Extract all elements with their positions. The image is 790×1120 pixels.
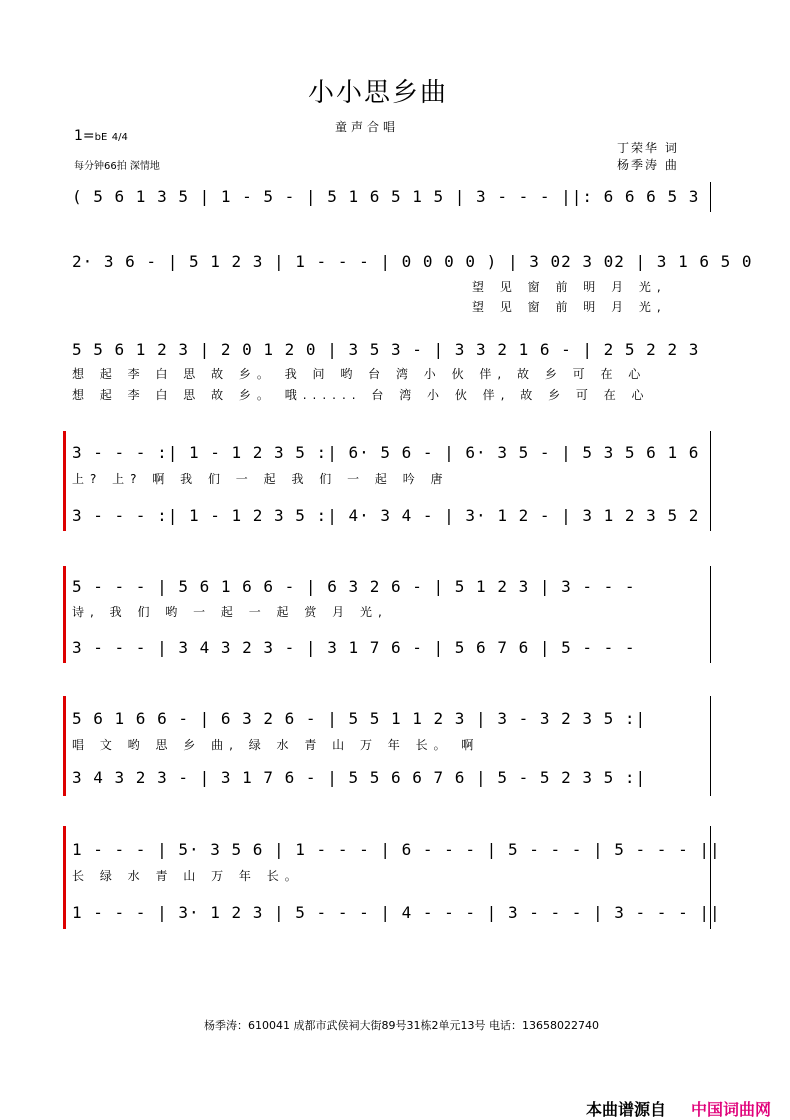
contact-footer: 杨季涛：610041 成都市武侯祠大街89号31栋2单元13号 电话：13658022740 [204,1019,599,1032]
score-line-5: 3 - - - :| 1 - 1 2 3 5 :| 4· 3 4 - | 3· 1 2 - | 3 1 2 3 5 2 [72,506,700,525]
song-title: 小小思乡曲 [308,78,449,108]
key-signature: 1=bE 4/4 [74,128,128,144]
score-line-6: 5 - - - | 5 6 1 6 6 - | 6 3 2 6 - | 5 1 2 3 | 3 - - - [72,577,636,596]
score-line-9: 3 4 3 2 3 - | 3 1 7 6 - | 5 5 6 6 7 6 | 5 - 5 2 3 5 :| [72,768,647,787]
source-label: 本曲谱源自 [586,1100,667,1119]
song-subtitle: 童声合唱 [335,120,400,134]
system-brace [63,826,66,929]
tempo-marking: 每分钟66拍 深情地 [74,161,160,172]
system-brace [63,566,66,663]
lyrics-line: 诗, 我 们 哟 一 起 一 起 赏 月 光, [72,605,388,619]
lyrics-line: 望 见 窗 前 明 月 光, [472,300,667,314]
lyrics-line: 上? 上? 啊 我 们 一 起 我 们 一 起 吟 唐 [72,472,449,486]
source-site-link[interactable]: 中国词曲网 [691,1100,772,1119]
lyrics-line: 望 见 窗 前 明 月 光, [472,280,667,294]
system-brace [63,696,66,796]
lyrics-line: 长 绿 水 青 山 万 年 长。 [72,869,303,883]
system-brace [63,431,66,531]
score-line-11: 1 - - - | 3· 1 2 3 | 5 - - - | 4 - - - | 3 - - - | 3 - - - || [72,903,721,922]
score-line-3: 5 5 6 1 2 3 | 2 0 1 2 0 | 3 5 3 - | 3 3 2 1 6 - | 2 5 2 2 3 [72,340,700,359]
score-line-4: 3 - - - :| 1 - 1 2 3 5 :| 6· 5 6 - | 6· 3 5 - | 5 3 5 6 1 6 [72,443,700,462]
score-line-8: 5 6 1 6 6 - | 6 3 2 6 - | 5 5 1 1 2 3 | 3 - 3 2 3 5 :| [72,709,647,728]
score-line-10: 1 - - - | 5· 3 5 6 | 1 - - - | 6 - - - | 5 - - - | 5 - - - || [72,840,721,859]
score-line-1: ( 5 6 1 3 5 | 1 - 5 - | 5 1 6 5 1 5 | 3 - - - ||: 6 6 6 5 3 [72,187,700,206]
lyrics-line: 想 起 李 白 思 故 乡。 哦...... 台 湾 小 伙 伴, 故 乡 可 在 心 [72,388,650,402]
lyricist: 丁荣华 词 [617,141,679,155]
composer: 杨季涛 曲 [617,158,679,172]
barline [710,182,711,212]
score-line-2: 2· 3 6 - | 5 1 2 3 | 1 - - - | 0 0 0 0 ) | 3 02 3 02 | 3 1 6 5 0 [72,252,753,271]
lyrics-line: 想 起 李 白 思 故 乡。 我 问 哟 台 湾 小 伙 伴, 故 乡 可 在 心 [72,367,647,381]
score-line-7: 3 - - - | 3 4 3 2 3 - | 3 1 7 6 - | 5 6 7 6 | 5 - - - [72,638,636,657]
lyrics-line: 唱 文 哟 思 乡 曲, 绿 水 青 山 万 年 长。 啊 [72,738,480,752]
